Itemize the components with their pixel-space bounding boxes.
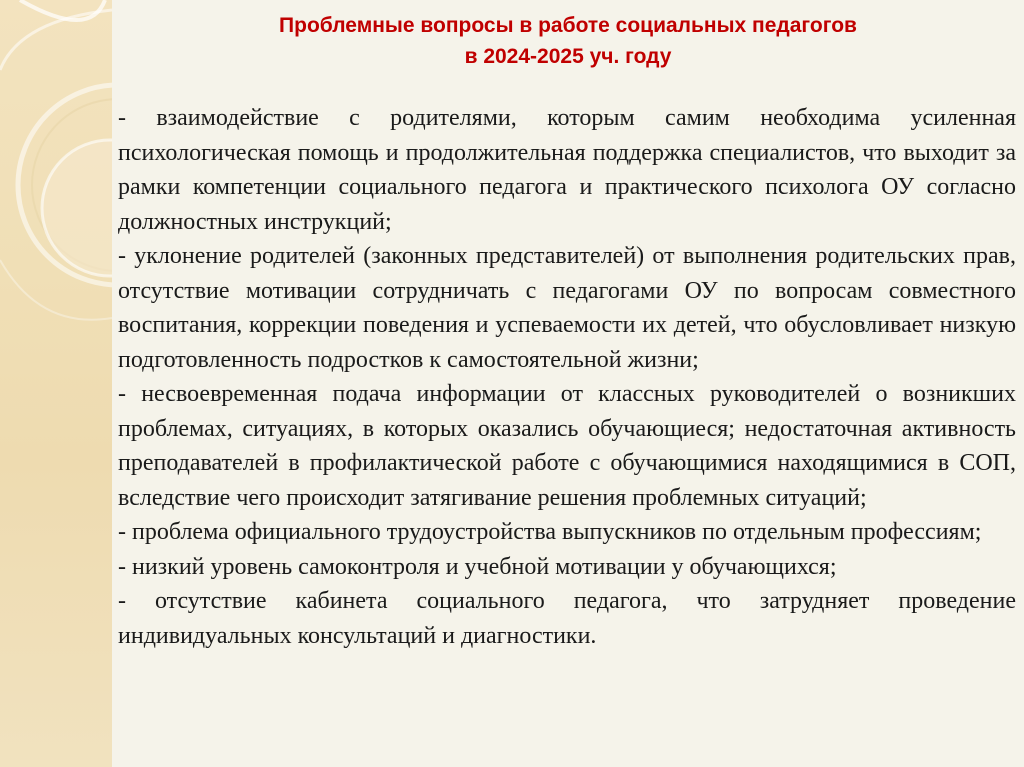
- decorative-circles-graphic: [0, 0, 112, 767]
- problem-item-employment: - проблема официального трудоустройства выпускников по отдельным профессиям;: [118, 519, 982, 545]
- slide-title: [112, 10, 1024, 72]
- problem-item-self-control: - низкий уровень самоконтроля и учебной мотивации у обучающихся;: [118, 553, 837, 580]
- problem-item-parental-avoidance: - уклонение родителей (законных представителей) от выполнения родительских прав, отсутствие мотивации сотрудничать с педагогами ОУ по вопросам совместного воспитания, коррекции поведения и успеваемости их детей, что обусловливает низкую подготовленность подростков к самостоятельной жизни;: [118, 243, 1016, 373]
- decorative-side-panel: [0, 0, 112, 767]
- problem-item-parents-interaction: - взаимодействие с родителями, которым самим необходима усиленная психологическая помощь и продолжительная поддержка специалистов, что выходит за рамки компетенции социального педагога и практического психолога ОУ согласно должностных инструкций;: [118, 105, 1016, 235]
- slide-title-line-1: Проблемные вопросы в работе социальных педагогов: [279, 14, 857, 37]
- problem-item-late-information: - несвоевременная подача информации от классных руководителей о возникших проблемах, ситуациях, в которых оказались обучающиеся; недостаточная активность преподавателей в профилактической работе с обучающимися находящимися в СОП, вследствие чего происходит затягивание решения проблемных ситуаций;: [118, 381, 1016, 511]
- problem-item-no-office: - отсутствие кабинета социального педагога, что затрудняет проведение индивидуальных консультаций и диагностики.: [118, 588, 1016, 649]
- problem-list: [118, 101, 1016, 653]
- slide-title-line-2: в 2024-2025 уч. году: [464, 45, 672, 68]
